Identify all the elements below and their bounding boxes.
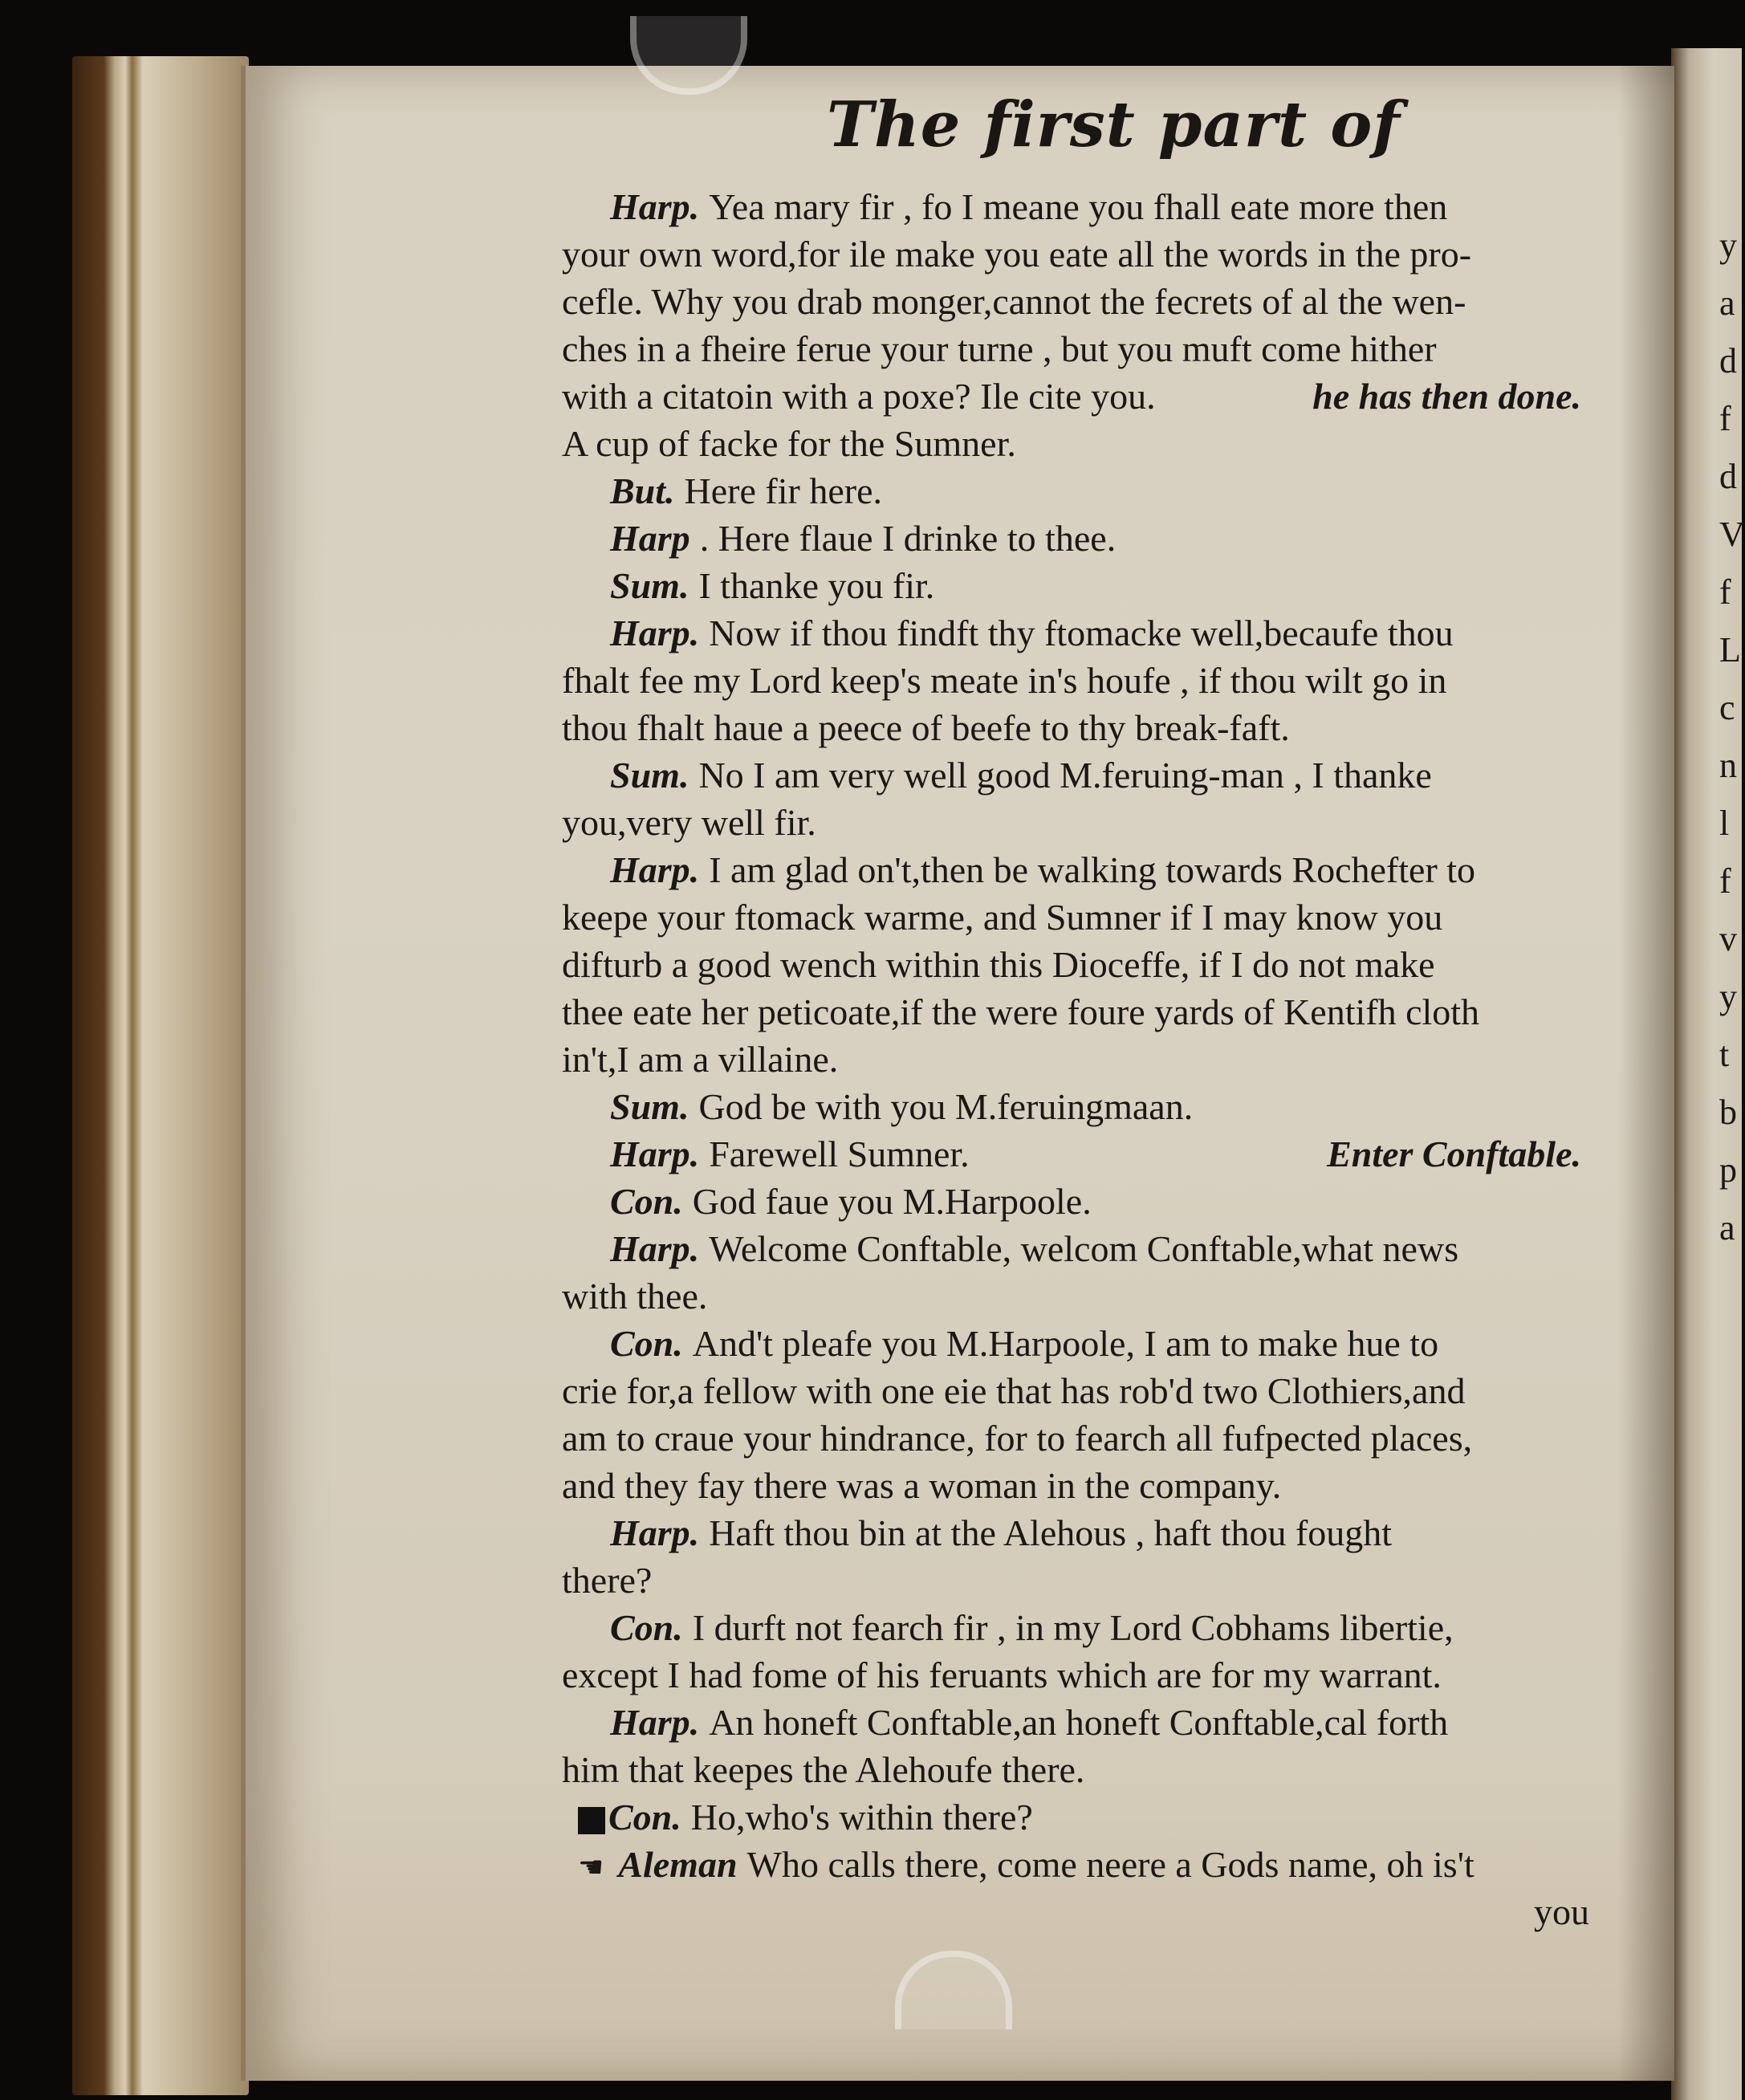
text-line [562,846,1605,893]
line-text: thou fhalt haue a peece of beefe to thy break-faft. [562,707,1290,748]
text-line [562,1841,1605,1888]
line-text: . Here flaue I drinke to thee. [699,518,1117,559]
line-text: keepe your ftomack warme, and Sumner if I may know you [562,897,1443,938]
text-line [562,372,1605,420]
line-text: Yea mary fir , fo I meane you fhall eate more then [709,186,1448,227]
line-text: except I had fome of his feruants which are for my warrant. [562,1654,1442,1695]
text-line [562,751,1605,799]
text-line [562,420,1605,467]
speaker-name: Sum. [610,755,689,796]
stage-direction: he has then done. [1312,376,1581,417]
text-line [562,1272,1605,1320]
line-text: thee eate her peticoate,if the were foure yards of Kentifh cloth [562,991,1480,1032]
line-text: there? [562,1560,653,1601]
facing-page-letter: a [1719,1208,1735,1247]
facing-page-letter: n [1719,746,1737,785]
facing-page-letter: f [1719,861,1731,901]
facing-page-letter: d [1719,457,1737,496]
printer-mark-icon [578,1807,605,1834]
text-line [562,325,1605,372]
line-text: An honeft Conftable,an honeft Conftable,cal forth [709,1702,1449,1743]
text-line [562,467,1605,515]
facing-page-letter: d [1719,341,1737,381]
text-line [562,1888,1605,1935]
speaker-name: Harp. [610,1702,700,1743]
facing-page-letter: t [1719,1035,1730,1074]
speaker-name: Con. [610,1181,683,1222]
text-line [562,1036,1605,1083]
line-text: A cup of facke for the Sumner. [562,423,1016,464]
facing-page-text [1719,217,1743,1257]
text-line [562,1083,1605,1130]
facing-page-letter: L [1719,630,1741,669]
line-text: your own word,for ile make you eate all the words in the pro- [562,234,1472,275]
speaker-name: Harp. [610,186,700,227]
line-text: him that keepes the Alehoufe there. [562,1749,1085,1790]
line-text: in't,I am a villaine. [562,1039,839,1080]
facing-page-letter: v [1719,919,1737,958]
line-text: And't pleafe you M.Harpoole, I am to make hue to [692,1323,1439,1364]
line-text: Haft thou bin at the Alehous , haft thou fought [709,1512,1393,1553]
line-text: Who calls there, come neere a Gods name, oh is't [746,1844,1475,1885]
text-line [562,1557,1605,1604]
speaker-name: Con. [610,1323,683,1364]
line-text: God faue you M.Harpoole. [692,1181,1092,1222]
line-text: Now if thou findft thy ftomacke well,becaufe thou [709,612,1454,653]
speaker-name: Harp. [610,1228,700,1269]
line-text: and they fay there was a woman in the company. [562,1465,1282,1506]
speaker-name: Harp. [610,849,700,890]
line-text: Ho,who's within there? [690,1797,1033,1838]
text-line [562,988,1605,1036]
line-text: you [1534,1891,1589,1932]
line-text: No I am very well good M.feruing-man , I thanke [698,755,1432,796]
book-edge [72,56,249,2095]
text-line [562,1462,1605,1509]
line-text: ches in a fheire ferue your turne , but you muft come hither [562,328,1437,369]
speaker-name: Harp. [610,1512,700,1553]
line-text: with a citatoin with a poxe? Ile cite you. [562,376,1156,417]
speaker-name: Harp [610,518,690,559]
text-line [562,230,1605,278]
speaker-name: Con. [608,1797,681,1838]
line-text: fhalt fee my Lord keep's meate in's houfe , if thou wilt go in [562,660,1447,701]
line-text: I durft not fearch fir , in my Lord Cobhams libertie, [692,1607,1454,1648]
line-text: I am glad on't,then be walking towards Rochefter to [709,849,1476,890]
speaker-name: Sum. [610,1086,689,1127]
facing-page-letter: b [1719,1093,1737,1132]
stage-direction: Enter Conftable. [1327,1133,1581,1174]
text-line [562,1793,1605,1841]
text-line [562,1604,1605,1651]
line-text: am to craue your hindrance, for to fearch all fufpected places, [562,1418,1473,1459]
line-text: you,very well fir. [562,802,816,843]
text-line [562,1509,1605,1557]
facing-page-letter: p [1719,1150,1737,1190]
line-text: God be with you M.feruingmaan. [698,1086,1194,1127]
text-line [562,515,1605,562]
speaker-name: Sum. [610,565,689,606]
text-line [562,1225,1605,1272]
text-line [562,562,1605,609]
line-text: Welcome Conftable, welcom Conftable,what news [709,1228,1459,1269]
facing-page-letter: y [1719,977,1737,1016]
text-line [562,704,1605,751]
text-line [562,1699,1605,1746]
speaker-name: Con. [610,1607,683,1648]
line-text: crie for,a fellow with one eie that has rob'd two Clothiers,and [562,1370,1466,1411]
facing-page-letter: l [1719,804,1730,843]
text-line [562,799,1605,846]
text-line [562,1178,1605,1225]
line-text: Farewell Sumner. [709,1133,970,1174]
text-line [562,1651,1605,1699]
facing-page-letter: y [1719,226,1737,265]
facing-page-letter: f [1719,399,1731,438]
page-text [562,183,1605,1935]
running-head: The first part of [827,88,1401,161]
text-line [562,1414,1605,1462]
text-line [562,1130,1605,1178]
line-text: Here fir here. [684,470,882,511]
text-line [562,1320,1605,1367]
line-text: with thee. [562,1276,708,1317]
facing-page-letter: c [1719,688,1735,727]
text-line [562,183,1605,230]
speaker-name: Harp. [610,612,700,653]
text-line [562,278,1605,325]
speaker-name: But. [610,470,675,511]
speaker-name: Aleman [618,1844,738,1885]
line-text: cefle. Why you drab monger,cannot the fecrets of al the wen- [562,281,1466,322]
manicule-icon: ☚ [578,1851,604,1883]
text-line [562,893,1605,941]
speaker-name: Harp. [610,1133,700,1174]
text-line [562,609,1605,657]
facing-page-letter: f [1719,572,1731,612]
line-text: difturb a good wench within this Dioceffe, if I do not make [562,944,1435,985]
line-text: I thanke you fir. [698,565,935,606]
text-line [562,657,1605,704]
text-line [562,1367,1605,1414]
facing-page-letter: V [1719,515,1745,554]
facing-page-letter: a [1719,283,1735,323]
text-line [562,1746,1605,1793]
text-line [562,941,1605,988]
